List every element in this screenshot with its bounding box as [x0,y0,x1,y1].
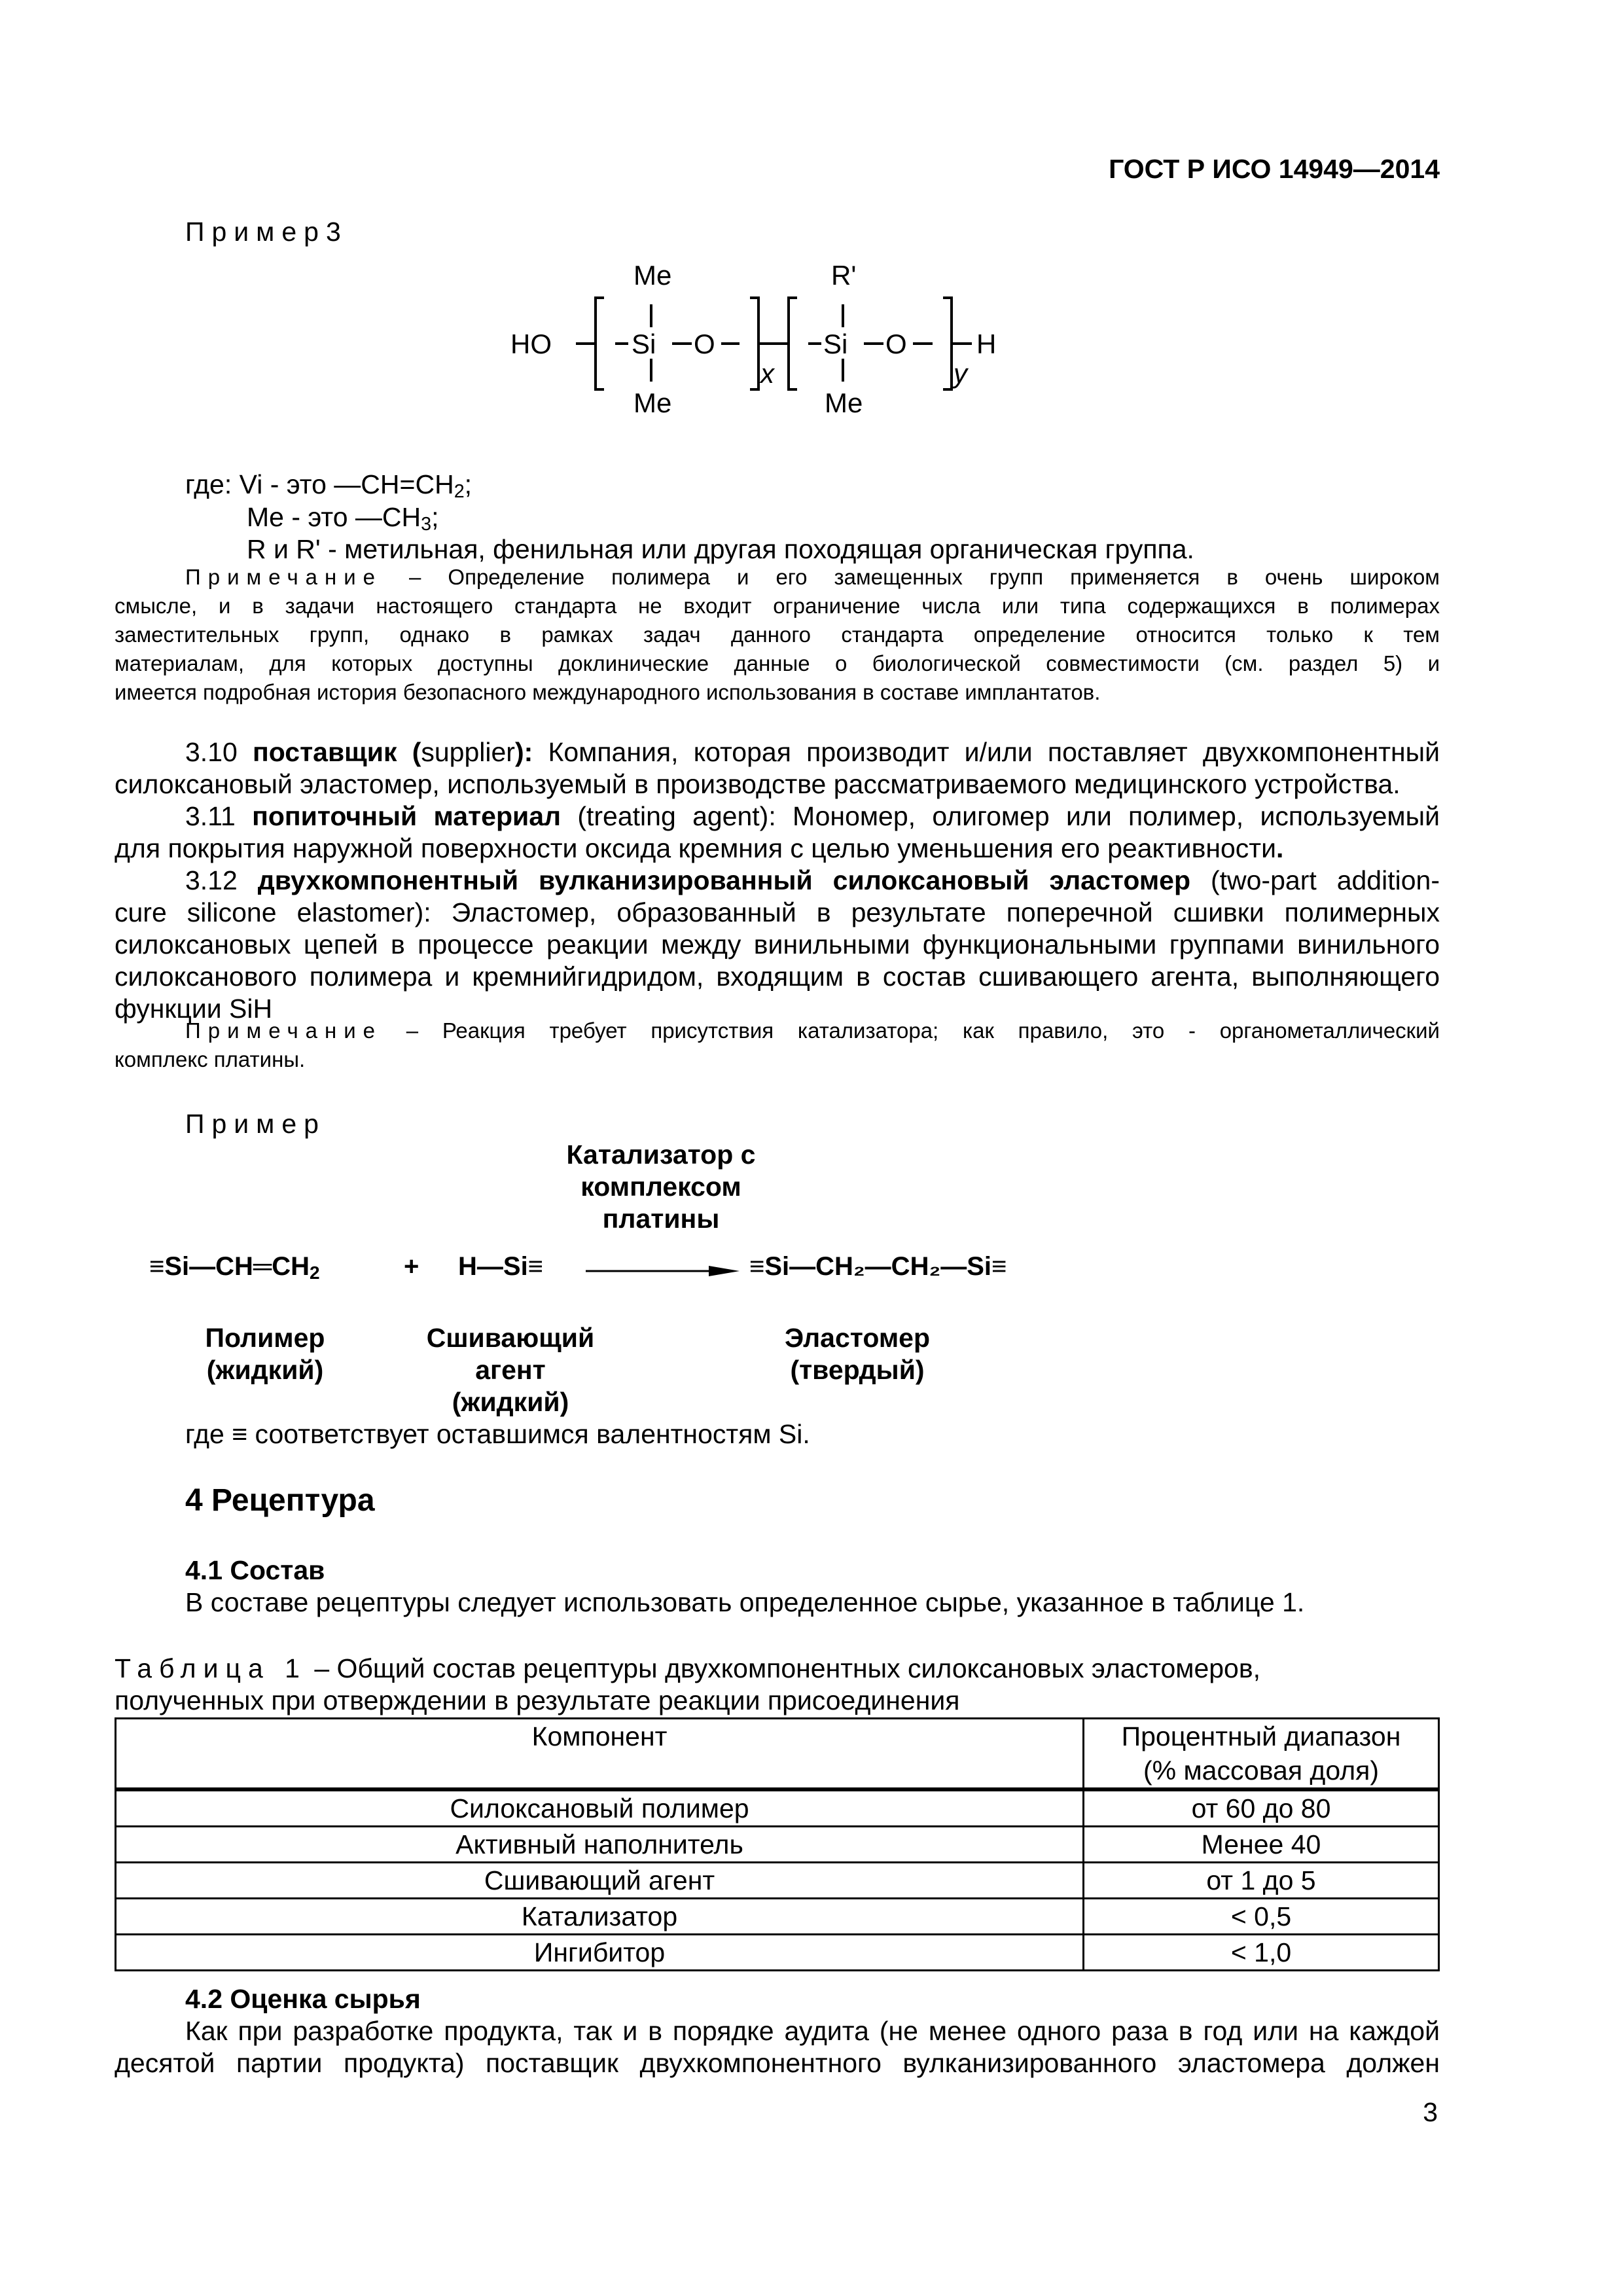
cell-component: Активный наполнитель [116,1827,1084,1863]
table-header-row [116,1719,1439,1790]
formula-me-top: Me [633,260,672,291]
reactant-crosslinker: H—Si≡ [458,1252,544,1281]
def-3-12: 3.12 двухкомпонентный вулканизированный силоксановый эластомер (two-part addition- [185,865,1440,895]
cell-range: Менее 40 [1084,1827,1439,1863]
cell-range: < 0,5 [1084,1899,1439,1935]
cell-component: Ингибитор [116,1935,1084,1971]
formula-ho: HO [510,329,552,359]
formula-si-right: Si [823,329,848,359]
formula-y: y [954,358,967,389]
cell-range: < 1,0 [1084,1935,1439,1971]
siloxane-structural-formula [510,252,1034,429]
valence-note: где ≡ соответствует оставшимся валентностям Si. [185,1419,810,1449]
reaction-plus: + [404,1252,419,1281]
section-4-2-text: Как при разработке продукта, так и в порядке аудита (не менее одного раза в год или на каждой десятой партии продукта) поставщик двухкомпонентного вулканизированного эластомера должен [115,2016,1440,2078]
catalyst-label: Катализатор с комплексом платины [566,1139,756,1234]
formula-me-bottom-left: Me [633,387,672,418]
composition-table [115,1717,1440,1971]
def-3-10: 3.10 поставщик (supplier): Компания, которая производит и/или поставляет двухкомпонентный [185,737,1440,767]
reactant-polymer: $\equiv Si—CH═CH_2$ [149,1252,320,1283]
note-2: Примечание – Реакция требует присутствия катализатора; как правило, это - органометаллический комплекс платины. [115,1018,1440,1071]
page-number: 3 [1423,2097,1438,2127]
reaction-arrow [586,1257,743,1283]
section-4-2-title: 4.2 Оценка сырья [185,1984,421,2014]
table-row [116,1827,1439,1863]
caption-elastomer: Эластомер (твердый) [784,1323,931,1385]
section-4-1-title: 4.1 Состав [185,1555,325,1585]
header-component: Компонент [116,1719,1084,1790]
def-3-11: 3.11 попиточный материал (treating agent): Мономер, олигомер или полимер, используемый [185,801,1440,831]
header-range: Процентный диапазон (% массовая доля) [1084,1719,1439,1790]
cell-component: Сшивающий агент [116,1863,1084,1899]
example-label: Пример [185,1109,326,1139]
document-header: ГОСТ Р ИСО 14949—2014 [1109,154,1440,184]
formula-si-left: Si [632,329,656,359]
table-1-caption: Таблица 1 – Общий состав рецептуры двухкомпонентных силоксановых эластомеров, полученных при отверждении в результате реакции присоединения [115,1653,1261,1715]
where-r-line: R и R' - метильная, фенильная или другая походящая органическая группа. [247,534,1194,564]
formula-o-left: O [694,329,715,359]
caption-crosslinker: Сшивающий агент (жидкий) [426,1323,595,1417]
cell-range: от 1 до 5 [1084,1863,1439,1899]
table-row [116,1789,1439,1827]
table-row [116,1899,1439,1935]
caption-polymer: Полимер (жидкий) [205,1323,325,1385]
formula-me-bottom-right: Me [825,387,863,418]
definitions-block: 3.10 поставщик (supplier): Компания, которая производит и/или поставляет двухкомпонентный силоксановый эластомер, используемый в производстве рассматриваемого медицинского устройства. 3.11 попиточный материал (treating agent): Мономер, олигомер или полимер, используемый для покрытия наружной поверхности оксида кремния с целью уменьшения его реактивности. 3.12 двухкомпонентный вулканизированный силоксановый эластомер (two-part addition- cure silicone elastomer): Эластомер, образованный в результате поперечной сшивки полимерных силоксановых цепей в процессе реакции между винильными функциональными группами винильного силоксанового полимера и кремнийгидридом, входящим в состав сшивающего агента, выполняющего функции SiH [115,737,1440,1024]
section-4-1-text: В составе рецептуры следует использовать определенное сырье, указанное в таблице 1. [185,1587,1305,1617]
table-row [116,1935,1439,1971]
formula-x: x [760,358,774,389]
formula-h: H [976,329,997,359]
cell-range: от 60 до 80 [1084,1789,1439,1827]
formula-o-right: O [885,329,907,359]
note-1: Примечание – Определение полимера и его замещенных групп применяется в очень широком смысле, и в задачи настоящего стандарта не входит ограничение числа или типа содержащихся в полимерах заместительных групп, однако в рамках задач данного стандарта определение относится только к тем материалам, для которых доступны доклинические данные о биологической совместимости (см. раздел 5) и имеется подробная история безопасного международного использования в составе имплантатов. [115,565,1440,704]
section-4-title: 4 Рецептура [185,1483,375,1518]
where-me-line: Me - это $—CH_3$; [247,502,439,535]
cell-component: Катализатор [116,1899,1084,1935]
where-vi-line: где: Vi - это $—CH=CH_2$; [185,469,473,502]
formula-r-prime: R' [831,260,857,291]
cell-component: Силоксановый полимер [116,1789,1084,1827]
product-elastomer: ≡Si—CH₂—CH₂—Si≡ [749,1252,1007,1281]
example3-label: Пример3 [185,217,348,247]
table-row [116,1863,1439,1899]
